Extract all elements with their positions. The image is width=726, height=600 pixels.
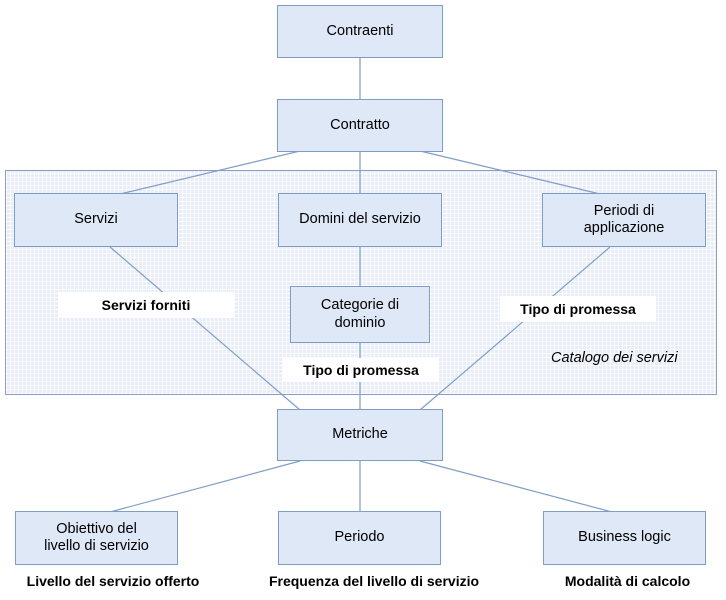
annotation-catalogo-dei-servizi-label: Catalogo dei servizi [551, 350, 678, 366]
node-contraenti-label: Contraenti [326, 22, 394, 39]
node-obiettivo-label-line2: livello di servizio [44, 538, 149, 554]
node-domini-del-servizio-label: Domini del servizio [299, 211, 421, 228]
node-categorie-di-dominio-label-line2: dominio [334, 314, 386, 331]
node-contraenti[interactable] [277, 5, 443, 58]
annotation-servizi-forniti-label: Servizi forniti [101, 297, 191, 313]
node-business-logic-label: Business logic [578, 529, 671, 546]
node-contratto-label: Contratto [330, 116, 390, 133]
annotation-tipo-di-promessa-center-label: Tipo di promessa [303, 362, 419, 378]
node-categorie-di-dominio-label-line1: Categorie di [320, 297, 400, 314]
annotation-tipo-di-promessa-right [500, 296, 656, 322]
annotation-modalita-di-calcolo-label: Modalità di calcolo [564, 573, 691, 589]
node-obiettivo-label-line1: Obiettivo del [56, 520, 137, 537]
annotation-servizi-forniti [58, 292, 234, 318]
node-periodi-di-applicazione-label-line1: Periodi di [593, 202, 655, 219]
node-domini-del-servizio[interactable] [278, 193, 442, 247]
node-periodo-label: Periodo [334, 529, 385, 546]
node-servizi-label: Servizi [74, 211, 118, 228]
node-metriche-label: Metriche [332, 426, 388, 443]
node-periodi-di-applicazione[interactable] [542, 193, 706, 247]
annotation-modalita-di-calcolo [545, 573, 710, 589]
annotation-livello-del-servizio-offerto-label: Livello del servizio offerto [26, 573, 200, 589]
node-contratto[interactable] [277, 99, 443, 152]
node-obiettivo-del-livello-di-servizio[interactable] [15, 511, 178, 565]
node-categorie-di-dominio[interactable] [290, 286, 430, 343]
annotation-frequenza-del-livello-di-servizio [245, 573, 503, 589]
node-metriche[interactable] [277, 409, 443, 461]
annotation-catalogo-dei-servizi [551, 350, 678, 366]
node-servizi[interactable] [14, 193, 178, 247]
node-business-logic[interactable] [543, 511, 706, 565]
annotation-tipo-di-promessa-center [283, 358, 439, 382]
annotation-frequenza-del-livello-di-servizio-label: Frequenza del livello di servizio [268, 573, 480, 589]
node-periodo[interactable] [278, 511, 441, 565]
annotation-livello-del-servizio-offerto [8, 573, 218, 589]
annotation-tipo-di-promessa-right-label: Tipo di promessa [520, 301, 636, 317]
node-periodi-di-applicazione-label-line2: applicazione [583, 220, 665, 236]
